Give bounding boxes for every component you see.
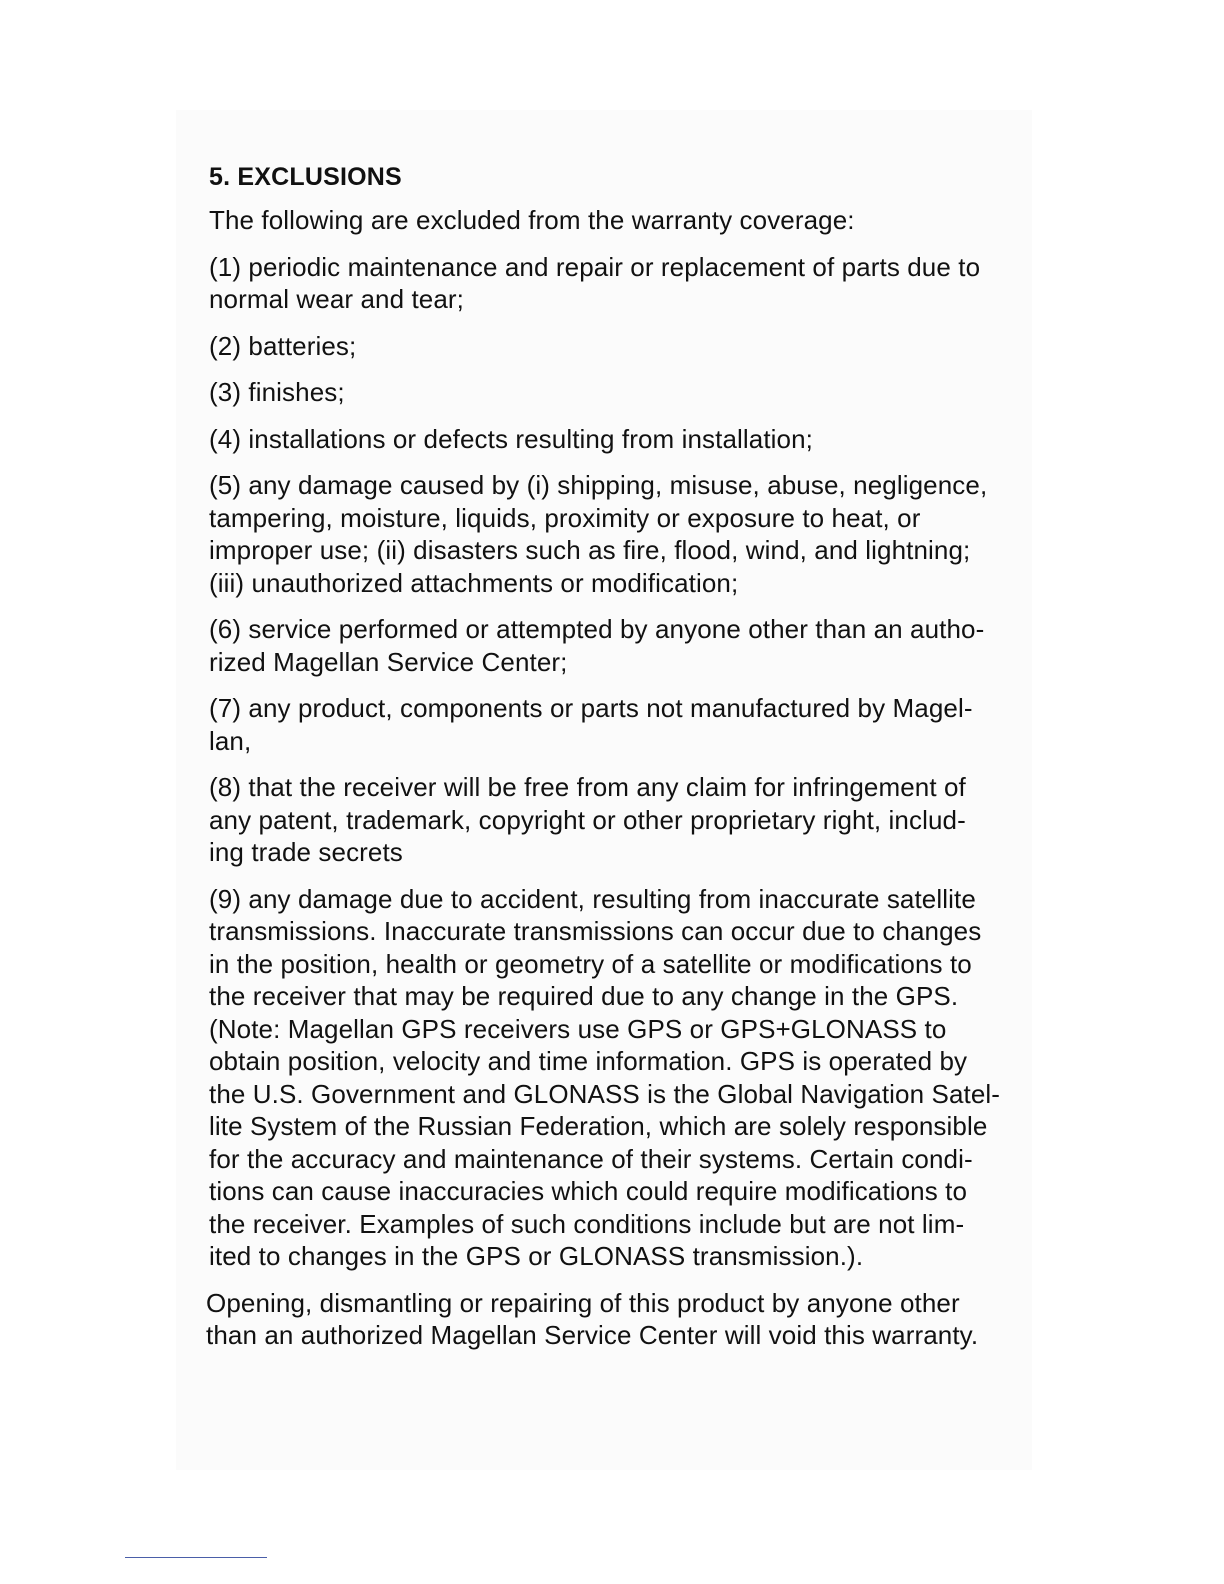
- exclusion-item-9: (9) any damage due to accident, resulting from inaccurate satellite transmissions. Inaccurate transmissions can occur due to changes in the position, health or geometry of a satellite or modifications to the receiver that may be required due to any change in the GPS. (Note: Magellan GPS receivers use GPS or GPS+GLONASS to obtain position, velocity and time information. GPS is operated by the U.S. Government and GLONASS is the Global Navigation Satel- lite System of the Russian Federation, which are solely responsible for the accuracy and maintenance of their systems. Certain condi- tions can cause inaccuracies which could require modifications to the receiver. Examples of such conditions include but are not lim- ited to changes in the GPS or GLONASS transmission.).: [209, 883, 1001, 1271]
- exclusion-item-6: (6) service performed or attempted by anyone other than an autho- rized Magellan Service Center;: [209, 614, 985, 677]
- exclusion-item-1: (1) periodic maintenance and repair or replacement of parts due to normal wear and tear;: [209, 251, 981, 314]
- closing-paragraph: Opening, dismantling or repairing of this product by anyone other than an authorized Magellan Service Center will void this warranty.: [206, 1287, 979, 1350]
- exclusion-item-8: (8) that the receiver will be free from any claim for infringement of any patent, trademark, copyright or other proprietary right, includ- ing trade secrets: [209, 772, 966, 867]
- exclusion-item-3: (3) finishes;: [209, 377, 345, 407]
- section-heading: 5. EXCLUSIONS: [209, 163, 402, 191]
- exclusion-item-4: (4) installations or defects resulting from installation;: [209, 423, 813, 454]
- exclusions-section: [206, 160, 1009, 1366]
- exclusion-item-2: (2) batteries;: [209, 330, 357, 361]
- exclusion-item-7: (7) any product, components or parts not manufactured by Magel- lan,: [209, 693, 973, 756]
- exclusion-item-5: (5) any damage caused by (i) shipping, misuse, abuse, negligence, tampering, moisture, liquids, proximity or exposure to heat, or improper use; (ii) disasters such as fire, flood, wind, and lightning; (iii) unauthorized attachments or modification;: [209, 470, 988, 598]
- intro-paragraph: The following are excluded from the warranty coverage:: [209, 205, 855, 235]
- footnote-divider: [125, 1557, 267, 1558]
